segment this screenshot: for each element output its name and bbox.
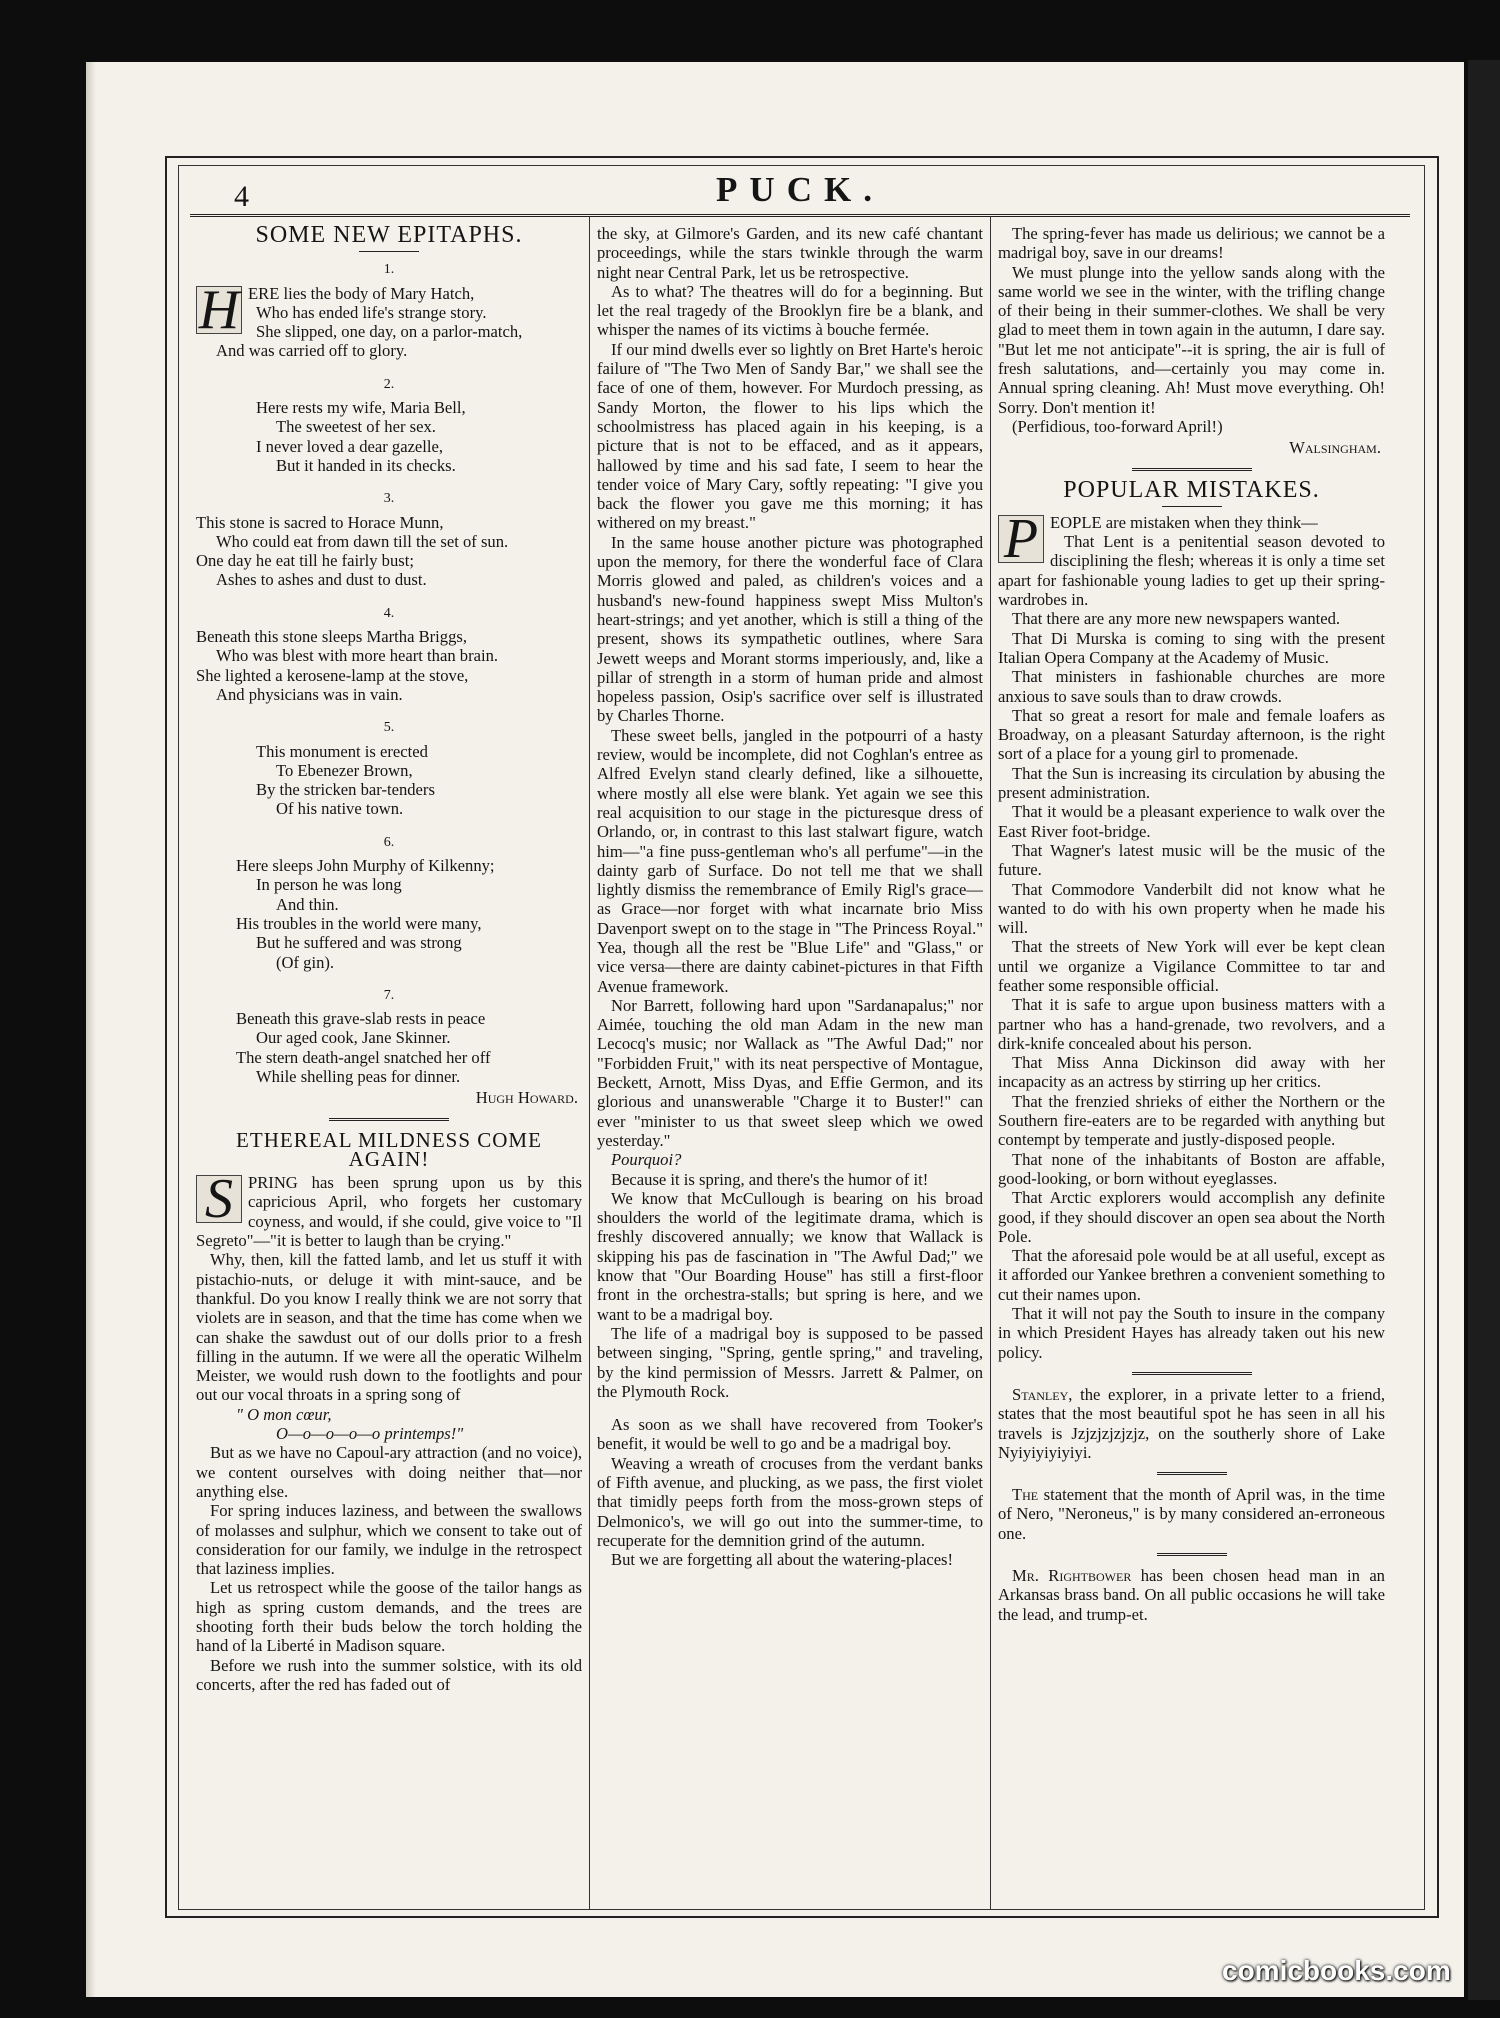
mistake-item: That it would be a pleasant experience to walk over the East River foot-bridge. xyxy=(998,802,1385,841)
brief-lead: Mr. Rightbower xyxy=(1012,1566,1132,1585)
verse-line: Here sleeps John Murphy of Kilkenny; xyxy=(236,856,495,876)
page-edge-shadow xyxy=(86,62,96,1997)
mistake-item: That none of the inhabitants of Boston are affable, good-looking, or born without eyeglasses. xyxy=(998,1149,1385,1188)
section-divider xyxy=(1157,1472,1227,1475)
stanza-4 xyxy=(196,604,582,704)
column-3 xyxy=(998,224,1385,1912)
stanza-6 xyxy=(196,833,582,972)
paragraph: But as we have no Capoul-ary attraction (and no voice), we content ourselves with doing neither that—nor anything else. xyxy=(196,1443,582,1501)
verse-line: Ashes to ashes and dust to dust. xyxy=(216,570,427,590)
ethereal-title: ETHEREAL MILDNESS COME AGAIN! xyxy=(236,1127,542,1171)
verse-line: She slipped, one day, on a parlor-match, xyxy=(256,322,523,342)
section-divider xyxy=(1157,1553,1227,1556)
stanza-number: 3. xyxy=(383,491,395,507)
paragraph: For spring induces laziness, and between the swallows of molasses and sulphur, which we consent to take out of consideration for our family, we indulge in the retrospect that laziness implies. xyxy=(196,1501,582,1579)
stanza-number: 2. xyxy=(383,376,395,392)
column-2 xyxy=(597,224,983,1912)
verse-line: Who has ended life's strange story. xyxy=(256,302,487,322)
paragraph: (Perfidious, too-forward April!) xyxy=(1012,416,1223,436)
paragraph: As soon as we shall have recovered from Tooker's benefit, it would be well to go and be a madrigal boy. xyxy=(597,1415,983,1454)
mistake-item: That Di Murska is coming to sing with the present Italian Opera Company at the Academy of Music. xyxy=(998,628,1385,667)
verse-line: His troubles in the world were many, xyxy=(236,913,482,933)
column-1 xyxy=(196,224,582,1912)
masthead-title: PUCK. xyxy=(716,170,884,209)
verse-line: " O mon cœur, xyxy=(236,1404,332,1424)
paragraph: We must plunge into the yellow sands along with the same world we see in the winter, with the trifling change of their being in their summer-clothes. We shall be very glad to meet them in town again in the autumn, I dare say. "But let me not anticipate"--it is spring, the air is full of fresh salutations, and—certainly you may come in. Annual spring cleaning. Ah! Must move everything. Oh! Sorry. Don't mention it! xyxy=(998,262,1385,417)
verse-line: Our aged cook, Jane Skinner. xyxy=(256,1028,451,1048)
brief-item xyxy=(998,1566,1385,1624)
stanza-number: 6. xyxy=(383,834,395,850)
mistake-item: That it is safe to argue upon business matters with a partner who has a hand-grenade, two revolvers, and a dirk-knife concealed about his person. xyxy=(998,995,1385,1053)
stanza-1 xyxy=(196,260,582,360)
mistake-item: That Wagner's latest music will be the music of the future. xyxy=(998,840,1385,880)
verse-line: This stone is sacred to Horace Munn, xyxy=(196,512,444,532)
column-rule-1 xyxy=(589,216,590,1909)
mistakes-list xyxy=(998,532,1385,1362)
paragraph: We know that McCullough is bearing on his broad shoulders the world of the legitimate drama, which is freshly discovered annually; we know that Wallack is skipping his pas de fascination in "The Awful Dad;" we know that "Our Boarding House" has still a first-floor front in the orchestra-stalls; but spring is here, and we want to be a madrigal boy. xyxy=(597,1188,983,1324)
binding-edge xyxy=(1468,60,1500,2000)
verse-line: Beneath this stone sleeps Martha Briggs, xyxy=(196,627,467,647)
verse-line: Here rests my wife, Maria Bell, xyxy=(256,398,466,418)
verse-line: But it handed in its checks. xyxy=(276,455,456,475)
paragraph: But we are forgetting all about the watering-places! xyxy=(611,1550,954,1570)
paragraph: the sky, at Gilmore's Garden, and its new café chantant proceedings, while the stars twinkle through the warm night near Central Park, let us be retrospective. xyxy=(597,224,983,282)
paragraph: Weaving a wreath of crocuses from the verdant banks of Fifth avenue, and plucking, as we pass, the first violet that timidly peeps forth from the moss-grown steps of Delmonico's, we will go out into the summer-time, to recuperate for the demnition grind of the autumn. xyxy=(597,1453,983,1550)
verse-line: Beneath this grave-slab rests in peace xyxy=(236,1009,486,1029)
mistake-item: That so great a resort for male and female loafers as Broadway, on a pleasant Saturday afternoon, is the right sort of a place for a young girl to promenade. xyxy=(998,705,1385,764)
stanza-3 xyxy=(196,489,582,589)
watermark-text: comicbooks.com xyxy=(1222,1955,1451,1986)
mistake-item: That the aforesaid pole would be at all useful, except as it afforded our Yankee brethren a convenient something to cut their names upon. xyxy=(998,1246,1385,1304)
verse-line: And physicians was in vain. xyxy=(216,684,403,704)
paragraph: Because it is spring, and there's the humor of it! xyxy=(611,1169,929,1189)
stanza-2 xyxy=(196,375,582,475)
verse-line: While shelling peas for dinner. xyxy=(256,1066,461,1086)
paragraph: If our mind dwells ever so lightly on Bret Harte's heroic failure of "The Two Men of Sandy Bar," we shall see the face of one of them, however. For Murdoch pressing, as Sandy Morton, the flower to his lips which the schoolmistress has placed again in his keeping, is a picture that is not to be effaced, and as it appears, hallowed by time and his sad fate, I seem to hear the tender voice of Mary Cary, softly repeating: "I give you back the flower you gave me this morning; it has withered on my breast." xyxy=(597,339,983,533)
brief-text: statement that the month of April was, in the time of Nero, "Neroneus," is by many considered an-erroneous one. xyxy=(998,1485,1385,1543)
verse-line: And was carried off to glory. xyxy=(216,341,408,361)
paragraph: Nor Barrett, following hard upon "Sardanapalus;" nor Aimée, touching the old man Adam in the new man Lecocq's music; nor Wallack as "The Awful Dad;" nor "Forbidden Fruit," with its neat perspective of Montague, Beckett, Arnott, Miss Dyas, and Effie Germon, and its glorious and unanswerable "Charge it to Buster!" can ever "minister to us that sweet sleep which we owed yesterday." xyxy=(597,995,983,1150)
verse-line: I never loved a dear gazelle, xyxy=(256,436,444,456)
mistake-item: That ministers in fashionable churches are more anxious to save souls than to draw crowds. xyxy=(998,667,1385,706)
stanza-number: 7. xyxy=(383,987,395,1003)
verse-line: This monument is erected xyxy=(256,741,428,761)
brief-lead: Stanley, xyxy=(1012,1384,1073,1404)
verse-line: By the stricken bar-tenders xyxy=(256,780,435,800)
paragraph: The life of a madrigal boy is supposed to be passed between singing, "Spring, gentle spring," and traveling, by the kind permission of Messrs. Jarrett & Palmer, on the Plymouth Rock. xyxy=(597,1323,983,1401)
mistake-item: That Commodore Vanderbilt did not know what he wanted to do with his own property when he made his will. xyxy=(998,879,1385,938)
paragraph: In the same house another picture was photographed upon the memory, for there the wonderful face of Clara Morris glowed and paled, as children's voices and a husband's new-found happiness swept Miss Multon's heart-strings; and yet another, which is still a thing of the present, shows its sympathetic outlines, where Sara Jewett weeps and Morant storms imperiously, and, like a pillar of strength in a storm of human pride and almost hopeless passion, Osip's sacrifice over self is illustrated by Charles Thorne. xyxy=(597,532,983,726)
epitaphs-title: SOME NEW EPITAPHS. xyxy=(255,224,523,248)
brief-text: has been chosen head man in an Arkansas brass band. On all public occasions he will take the lead, and trump-et. xyxy=(998,1566,1385,1624)
paragraph: Let us retrospect while the goose of the tailor hangs as high as spring custom demands, and the trees are shooting forth their buds below the torch holding the hand of la Liberté in Madison square. xyxy=(196,1578,582,1656)
paragraph: Before we rush into the summer solstice, with its old concerts, after the red has faded out of xyxy=(196,1655,582,1694)
mistake-item: That it will not pay the South to insure in the company in which President Hayes has already taken out his new policy. xyxy=(998,1304,1385,1362)
dropcap-h: H xyxy=(196,286,242,334)
verse-line: In person he was long xyxy=(256,875,402,895)
paragraph: As to what? The theatres will do for a beginning. But let the real tragedy of the Brooklyn fire be a blank, and whisper the names of its victims à bouche fermée. xyxy=(597,281,983,340)
verse-line: But he suffered and was strong xyxy=(256,933,462,953)
mistake-item: That there are any more new newspapers wanted. xyxy=(1012,609,1341,629)
paragraph: These sweet bells, jangled in the potpourri of a hasty review, would be incomplete, did not Coghlan's entree as Alfred Evelyn stand clearly defined, like a silhouette, where mostly all else were blank. Yet again we see this real acquisition to our stage in the picturesque dress of Orlando, or, in contrast to this last stalwart figure, watch him—"a fine puss-gentleman who's all perfume"—in the dainty garb of Surface. Do not tell me that we shall lightly dismiss the remembrance of Emily Rigl's grace—as Grace—nor forget with what incarnate brio Miss Davenport swept on to the stage in "The Princess Royal." Yea, though all the rest be "Blue Life" and "Glass," or vice versa—there are dainty cabinet-pictures in that Fifth Avenue framework. xyxy=(597,725,983,996)
mistake-item: That the Sun is increasing its circulation by abusing the present administration. xyxy=(998,763,1385,803)
verse-line: ERE lies the body of Mary Hatch, xyxy=(248,283,475,303)
verse-line: Of his native town. xyxy=(276,799,404,819)
verse-line: One day he eat till he fairly bust; xyxy=(196,551,414,571)
mistakes-title: POPULAR MISTAKES. xyxy=(1063,476,1320,503)
brief-item xyxy=(998,1385,1385,1462)
verse-line: Who could eat from dawn till the set of sun. xyxy=(216,531,509,551)
column-rule-2 xyxy=(990,216,991,1909)
dropcap-p: P xyxy=(998,515,1044,563)
title-rule xyxy=(1162,506,1222,507)
verse-line: O—o—o—o—o printemps!" xyxy=(276,1424,464,1444)
page-header xyxy=(190,168,1410,216)
section-divider xyxy=(1132,468,1252,471)
paragraph: Pourquoi? xyxy=(611,1150,682,1170)
mistake-item: That Arctic explorers would accomplish any definite good, if they should discover an open sea about the North Pole. xyxy=(998,1188,1385,1246)
brief-text: the explorer, in a private letter to a friend, states that the most beautiful spot he has seen in all his travels is Jzjzjzjzjzjz, on the southerly shore of Lake Nyiyiyiyiyiyi. xyxy=(998,1384,1385,1462)
title-rule xyxy=(359,251,419,252)
mistakes-intro: EOPLE are mistaken when they think— xyxy=(1050,512,1318,532)
paragraph: PRING has been sprung upon us by this capricious April, who forgets her customary coyness, and would, if she could, give voice to "Il Segreto"—"it is better to laugh than be crying." xyxy=(196,1173,582,1251)
byline-walsingham: Walsingham. xyxy=(1289,438,1381,458)
mistake-item: That Miss Anna Dickinson did away with her incapacity as an actress by stirring up her critics. xyxy=(998,1053,1385,1092)
paragraph: The spring-fever has made us delirious; we cannot be a madrigal boy, save in our dreams! xyxy=(998,224,1385,263)
verse-line: (Of gin). xyxy=(276,952,335,972)
stanza-number: 5. xyxy=(383,720,395,736)
mistake-item: That the streets of New York will ever be kept clean until we organize a Vigilance Committee to tar and feather some responsible official. xyxy=(998,937,1385,995)
mistake-item: That Lent is a penitential season devoted to disciplining the flesh; whereas it is only a time set apart for fashionable young ladies to get up their spring-wardrobes in. xyxy=(998,532,1385,610)
section-divider xyxy=(1132,1372,1252,1375)
dropcap-s: S xyxy=(196,1175,242,1223)
section-divider xyxy=(329,1118,449,1121)
mistake-item: That the frenzied shrieks of either the Northern or the Southern fire-eaters are to be regarded with anything but contempt by temperate and justly-disposed people. xyxy=(998,1091,1385,1150)
stanza-7 xyxy=(196,986,582,1086)
stanza-5 xyxy=(196,718,582,818)
verse-line: The stern death-angel snatched her off xyxy=(236,1047,491,1067)
stanza-number: 4. xyxy=(383,605,395,621)
verse-line: The sweetest of her sex. xyxy=(276,417,436,437)
paragraph: Why, then, kill the fatted lamb, and let us stuff it with pistachio-nuts, or deluge it with mint-sauce, and be thankful. Do you know I really think we are not sorry that violets are in season, and that the time has come when we can shake the sawdust out of our dolls prior to a fresh filling in the autumn. If we were all the operatic Wilhelm Meister, we would rush down to the footlights and pour out our vocal throats in a spring song of xyxy=(196,1250,582,1405)
brief-item xyxy=(998,1485,1385,1543)
page-number: 4 xyxy=(234,180,249,213)
brief-lead: The xyxy=(1012,1485,1039,1505)
verse-line: She lighted a kerosene-lamp at the stove, xyxy=(196,665,469,685)
stanza-number: 1. xyxy=(383,262,395,278)
verse-line: Who was blest with more heart than brain. xyxy=(216,646,499,666)
verse-line: And thin. xyxy=(276,894,339,914)
verse-line: To Ebenezer Brown, xyxy=(276,760,413,780)
header-rule xyxy=(190,214,1410,217)
spacer xyxy=(597,1401,983,1415)
byline-hugh-howard: Hugh Howard. xyxy=(475,1088,578,1108)
